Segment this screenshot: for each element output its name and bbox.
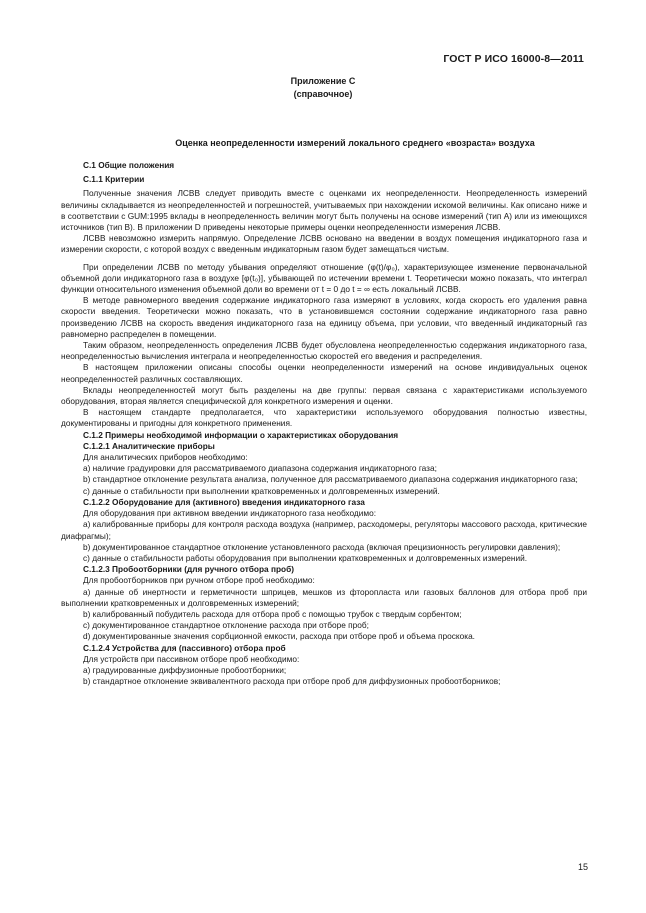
standard-header: ГОСТ Р ИСО 16000-8—2011 <box>443 53 584 65</box>
subsection-heading: С.1.2.1 Аналитические приборы <box>83 440 215 451</box>
paragraph: Для аналитических приборов необходимо: <box>83 452 248 463</box>
subsection-heading: С.1.2.3 Пробоотборники (для ручного отбора проб) <box>83 564 294 575</box>
document-body <box>61 160 587 687</box>
list-item: a) калиброванные приборы для контроля расхода воздуха (например, расходомеры, регуляторы массового расхода, критические диафрагмы); <box>61 519 587 541</box>
subsection-heading: С.1.2.2 Оборудование для (активного) введения индикаторного газа <box>83 496 365 507</box>
list-item: c) данные о стабильности работы оборудования при выполнении кратковременных и долговременных измерений. <box>83 552 528 563</box>
list-item: b) документированное стандартное отклонение установленного расхода (включая прецизионность регулировки давления); <box>83 541 561 552</box>
subsection-heading: С.1.2.4 Устройства для (пассивного) отбора проб <box>83 642 286 653</box>
list-item: b) стандартное отклонение результата анализа, полученное для рассматриваемого диапазона содержания индикаторного газа; <box>83 474 578 485</box>
appendix-subtitle: (справочное) <box>293 89 353 99</box>
list-item: a) наличие градуировки для рассматриваемого диапазона содержания индикаторного газа; <box>83 463 437 474</box>
list-item: a) градуированные диффузионные пробоотборники; <box>83 664 287 675</box>
subsection-heading: С.1.2 Примеры необходимой информации о характеристиках оборудования <box>83 429 399 440</box>
list-item: d) документированные значения сорбционной емкости, расхода при отборе проб и объема проскока. <box>83 631 475 642</box>
paragraph: В методе равномерного введения содержание индикаторного газа измеряют в условиях, когда скорость его удаления равна скорости введения. Теоретически можно показать, что в установившемся состоянии содержание индикаторного газа равно произведению ЛСВВ на скорость введения индикаторного газа на единицу объема, при условии, что введенный индикаторный газ равномерно распределен в помещении. <box>61 295 587 339</box>
paragraph: При определении ЛСВВ по методу убывания определяют отношение (φ(t)/φ₀), характеризующее изменение первоначальной объемной доли индикаторного газа в воздухе [φ(t₀)], убывающей по истечении времени t. Теоретически можно показать, что интеграл функции относительного изменения объемной доли во времени от t = 0 до t = ∞ есть локальный ЛСВВ. <box>61 261 587 295</box>
list-item: c) документированное стандартное отклонение расхода при отборе проб; <box>83 620 369 631</box>
list-item: a) данные об инертности и герметичности шприцев, мешков из фторопласта или газовых баллонов для отбора проб при выполнении кратковременных и долговременных измерений; <box>61 586 587 608</box>
paragraph: Для пробоотборников при ручном отборе проб необходимо: <box>83 575 315 586</box>
subsection-heading: С.1.1 Критерии <box>83 174 145 185</box>
paragraph: В настоящем стандарте предполагается, что характеристики используемого оборудования полностью известны, документированы и пригодны для конкретного применения. <box>61 407 587 429</box>
list-item: c) данные о стабильности при выполнении кратковременных и долговременных измерений. <box>83 485 440 496</box>
section-heading: С.1 Общие положения <box>83 160 175 170</box>
paragraph: Вклады неопределенностей могут быть разделены на две группы: первая связана с характеристиками используемого оборудования, вторая является специфической для конкретного измерения и оценки. <box>61 384 587 407</box>
list-item: b) стандартное отклонение эквивалентного расхода при отборе проб для диффузионных пробоотборников; <box>83 676 501 687</box>
paragraph: В настоящем приложении описаны способы оценки неопределенности измерений на основе индивидуальных оценок неопределенностей различных составляющих. <box>61 362 587 384</box>
paragraph: ЛСВВ невозможно измерить напрямую. Определение ЛСВВ основано на введении в воздух помещения индикаторного газа и измерении скорости, с которой воздух с введенным индикаторным газом будет замещаться чистым. <box>61 233 587 255</box>
list-item: b) калиброванный побудитель расхода для отбора проб с помощью трубок с твердым сорбентом; <box>83 608 462 619</box>
page-number: 15 <box>577 862 588 872</box>
paragraph: Для оборудования при активном введении индикаторного газа необходимо: <box>83 508 377 519</box>
document-title: Оценка неопределенности измерений локального среднего «возраста» воздуха <box>175 138 535 148</box>
appendix-title: Приложение С <box>290 76 356 86</box>
paragraph: Для устройств при пассивном отборе проб необходимо: <box>83 653 300 664</box>
paragraph: Таким образом, неопределенность определения ЛСВВ будет обусловлена неопределенностью содержания индикаторного газа, неопределенностью вычисления интеграла и неопределенностью скоростей его введения и распределения. <box>61 340 587 362</box>
paragraph: Полученные значения ЛСВВ следует приводить вместе с оценками их неопределенности. Неопределенность измерений величины складывается из неопределенностей и погрешностей, учитываемых при нахождении искомой величины. Как описано ниже и в соответствии с GUM:1995 вклады в неопределенность величин могут быть получены на основе измерений (тип А) или из имеющихся источников (тип В). В приложении D приведены некоторые примеры оценки неопределенности измерения ЛСВВ. <box>61 188 587 233</box>
